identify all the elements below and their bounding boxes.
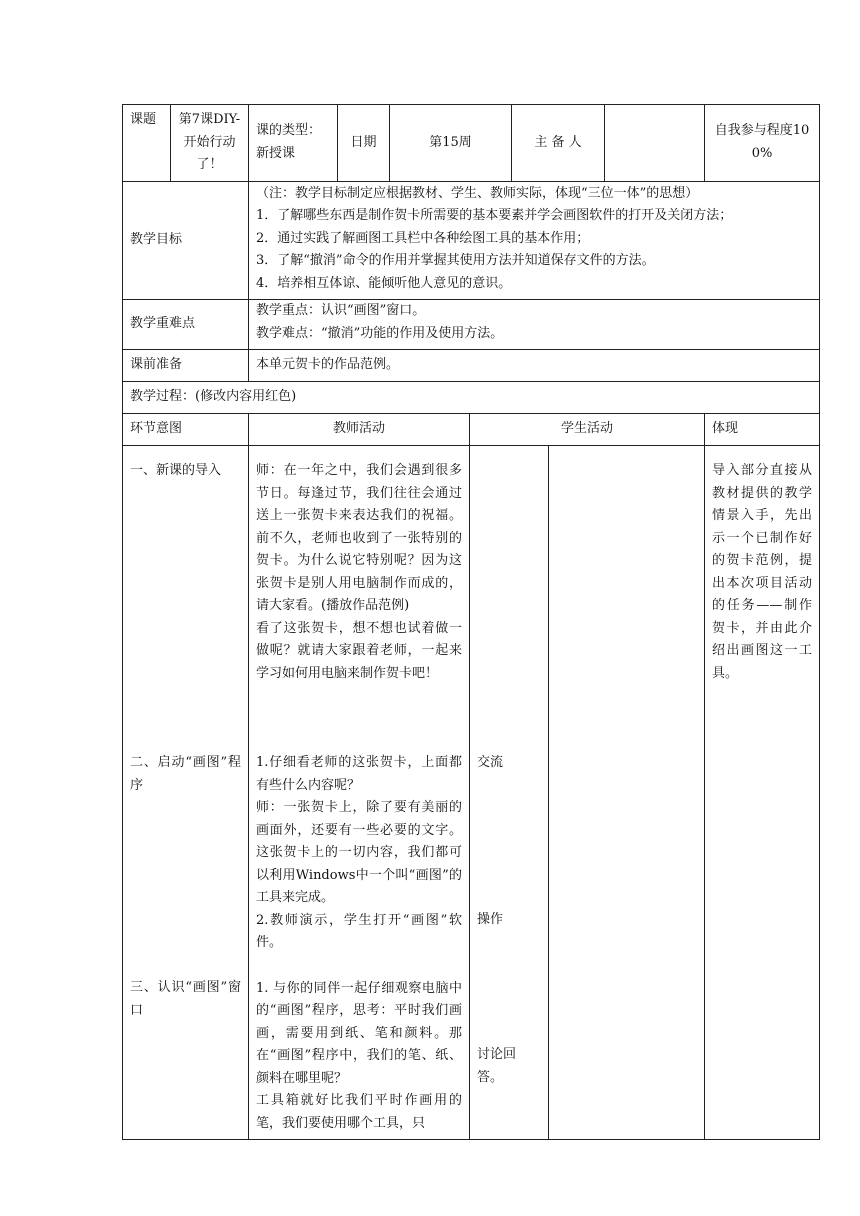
student-activity-column <box>470 446 549 1140</box>
segment-name: 三、认识“画图”窗口 <box>130 980 241 1018</box>
objectives-label: 教学目标 <box>123 181 249 300</box>
reflection-text: 导入部分直接从教材提供的教学情景入手，先出示一个已制作好的贺卡范例，提出本次项目活动的任务——制作贺卡，并由此介绍出画图这一工具。 <box>712 463 813 681</box>
keypoints-content <box>249 300 820 350</box>
column-header-segment: 环节意图 <box>123 414 249 446</box>
keypoint-difficulty: 教学难点：“撤消”功能的作用及使用方法。 <box>256 325 504 341</box>
teacher-activity: 1. 与你的同伴一起仔细观察电脑中的“画图”程序，思考：平时我们画画，需要用到纸、笔和颜料。那在“画图”程序中，我们的笔、纸、颜料在哪里呢？ 工具箱就好比我们平时作画用的笔，我们要使用哪个工具，只 <box>256 980 462 1131</box>
student-activity: 交流 <box>477 755 504 770</box>
objective-item: 4．培养相互体谅、能倾听他人意见的意识。 <box>256 275 512 291</box>
preparer-label: 主 备 人 <box>512 105 605 182</box>
teacher-activity-column <box>249 446 470 1140</box>
teacher-activity: 师：在一年之中，我们会遇到很多节日。每逢过节，我们往往会通过送上一张贺卡来表达我们的祝福。前不久，老师也收到了一张特别的贺卡。为什么说它特别呢？因为这张贺卡是别人用电脑制作而成的，请大家看。(播放作品范例) 看了这张贺卡，想不想也试着做一做呢？就请大家跟着老师，一起来学习如何用电脑来制作贺卡吧！ <box>256 463 462 681</box>
topic-value: 第7课DIY-开始行动了！ <box>171 105 249 182</box>
keypoints-row <box>123 300 820 350</box>
preparation-value: 本单元贺卡的作品范例。 <box>249 350 820 382</box>
student-activity <box>477 460 541 752</box>
teacher-activity: 1.仔细看老师的这张贺卡，上面都有些什么内容呢？ 师：一张贺卡上，除了要有美丽的画面外，还要有一些必要的文字。这张贺卡上的一切内容，我们都可以利用Windows中一个叫“画图”的工具来完成。 <box>256 755 462 905</box>
objective-item: 1．了解哪些东西是制作贺卡所需要的基本要素并学会画图软件的打开及关闭方法； <box>256 208 733 223</box>
header-row <box>123 105 820 182</box>
objective-item: 2．通过实践了解画图工具栏中各种绘图工具的基本作用； <box>256 230 590 246</box>
teacher-activity: 2.教师演示，学生打开“画图”软件。 <box>256 912 462 950</box>
date-label: 日期 <box>338 105 390 182</box>
lesson-plan-table <box>122 104 820 1140</box>
column-header-student: 学生活动 <box>470 414 705 446</box>
participation-level: 自我参与程度100% <box>705 105 820 182</box>
preparation-row <box>123 350 820 382</box>
student-activity: 操作 <box>477 912 504 927</box>
column-header-teacher: 教师活动 <box>249 414 470 446</box>
objective-item: 3．了解“撤消”命令的作用并掌握其使用方法并知道保存文件的方法。 <box>256 253 655 268</box>
objectives-note: （注：教学目标制定应根据教材、学生、教师实际，体现“三位一体”的思想） <box>256 185 699 201</box>
objectives-content <box>249 181 820 300</box>
topic-label: 课题 <box>123 105 171 182</box>
student-activity-extra-column <box>549 446 705 1140</box>
column-header-reflection: 体现 <box>705 414 820 446</box>
objectives-row <box>123 181 820 300</box>
student-activity: 讨论回答。 <box>477 1047 517 1085</box>
week-value: 第15周 <box>390 105 512 182</box>
process-title: 教学过程：(修改内容用红色) <box>123 382 820 414</box>
keypoints-label: 教学重难点 <box>123 300 249 350</box>
process-header-row <box>123 414 820 446</box>
preparer-value <box>605 105 705 182</box>
segment-name: 一、新课的导入 <box>130 463 222 478</box>
lesson-type: 课的类型：新授课 <box>249 105 338 182</box>
preparation-label: 课前准备 <box>123 350 249 382</box>
process-title-row <box>123 382 820 414</box>
reflection-column <box>705 446 820 1140</box>
segment-column <box>123 446 249 1140</box>
process-body-row <box>123 446 820 1140</box>
segment-name: 二、启动“画图”程序 <box>130 755 241 793</box>
keypoint-focus: 教学重点：认识“画图”窗口。 <box>256 303 426 318</box>
